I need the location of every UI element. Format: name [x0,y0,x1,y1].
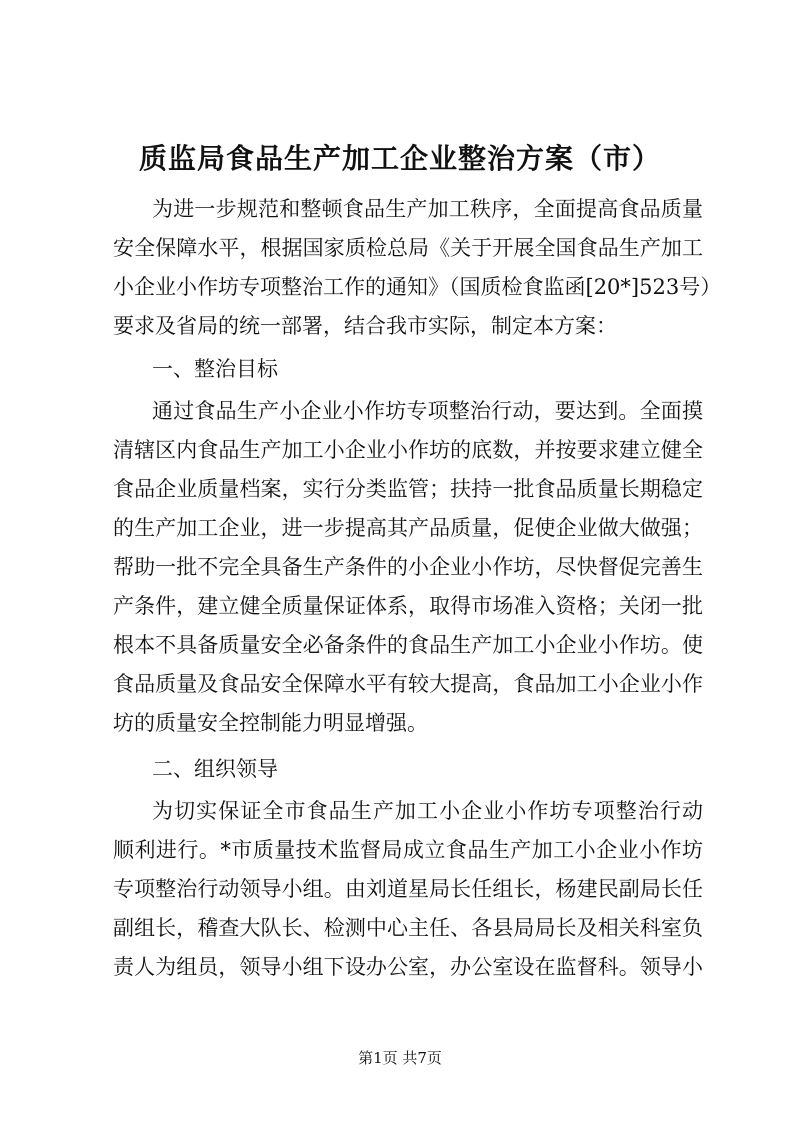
intro-line: 为进一步规范和整顿食品生产加工秩序，全面提高食品质量 [152,197,703,221]
intro-line: 小企业小作坊专项整治工作的通知》（国质检食监函[20*]523号） [113,275,722,299]
paragraph-line: 帮助一批不完全具备生产条件的小企业小作坊，尽快督促完善生 [113,555,703,579]
page-number-footer: 第1页 共7页 [358,1049,442,1067]
paragraph-line: 副组长，稽查大队长、检测中心主任、各县局局长及相关科室负 [113,916,703,940]
paragraph-line: 的生产加工企业，进一步提高其产品质量，促使企业做大做强； [113,516,703,540]
paragraph-line: 食品质量及食品安全保障水平有较大提高，食品加工小企业小作 [113,672,703,696]
paragraph-line: 食品企业质量档案，实行分类监管；扶持一批食品质量长期稳定 [113,477,703,501]
paragraph-line: 清辖区内食品生产加工小企业小作坊的底数，并按要求建立健全 [113,438,703,462]
paragraph-line: 为切实保证全市食品生产加工小企业小作坊专项整治行动 [152,799,703,823]
document-title: 质监局食品生产加工企业整治方案（市） [138,142,661,175]
paragraph-line: 产条件，建立健全质量保证体系，取得市场准入资格；关闭一批 [113,594,703,618]
paragraph-line: 根本不具备质量安全必备条件的食品生产加工小企业小作坊。使 [113,633,703,657]
section-heading-goals: 一、整治目标 [152,357,278,381]
intro-line: 要求及省局的统一部署，结合我市实际，制定本方案： [113,314,617,338]
paragraph-line: 专项整治行动领导小组。由刘道星局长任组长，杨建民副局长任 [113,877,703,901]
paragraph-line: 顺利进行。*市质量技术监督局成立食品生产加工小企业小作坊 [113,838,703,862]
paragraph-line: 责人为组员，领导小组下设办公室，办公室设在监督科。领导小 [113,955,703,979]
intro-line: 安全保障水平，根据国家质检总局《关于开展全国食品生产加工 [113,236,703,260]
paragraph-line: 通过食品生产小企业小作坊专项整治行动，要达到。全面摸 [152,399,703,423]
section-heading-organization: 二、组织领导 [152,757,278,781]
paragraph-line: 坊的质量安全控制能力明显增强。 [113,711,428,735]
